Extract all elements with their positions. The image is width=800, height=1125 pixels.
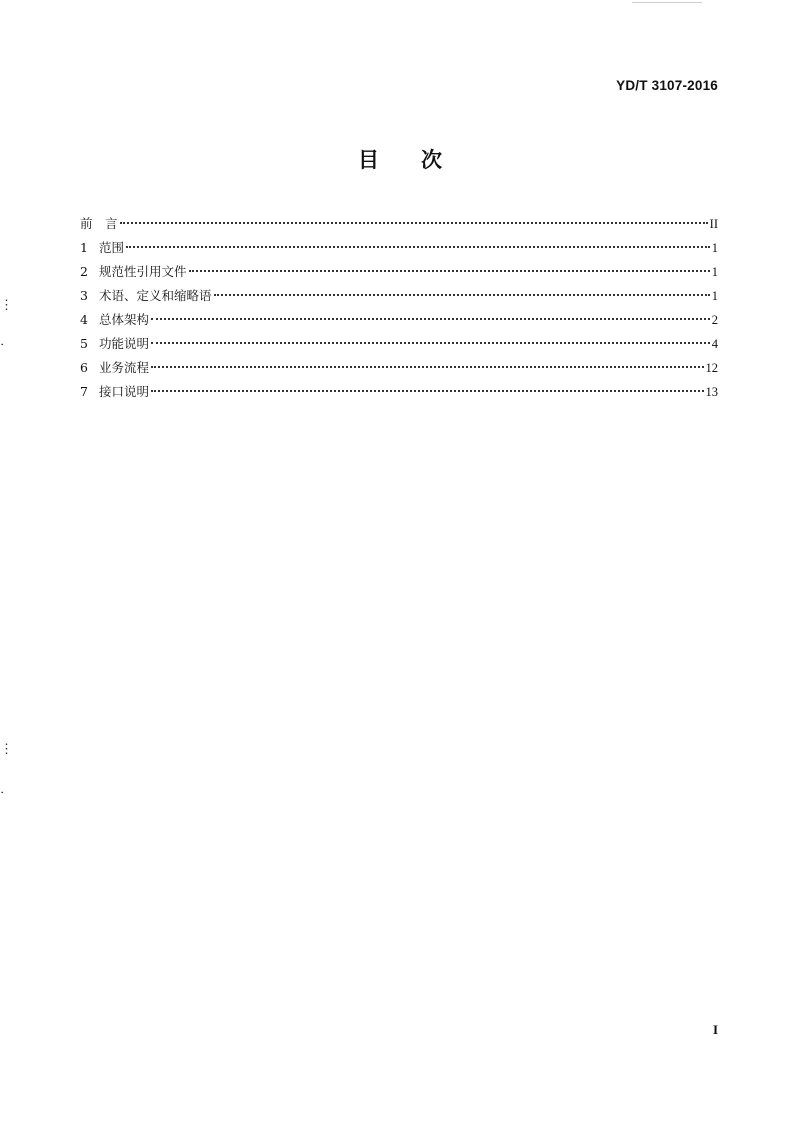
toc-entry-label: 范围	[99, 240, 125, 255]
toc-entry-label: 总体架构	[99, 312, 150, 327]
toc-entry-business-process[interactable]	[80, 356, 718, 380]
toc-leader-dots	[189, 270, 710, 272]
toc-entry-number: 7	[80, 384, 88, 399]
toc-leader-dots	[151, 318, 710, 320]
document-number: YD/T 3107-2016	[616, 78, 718, 93]
toc-entry-page: 2	[711, 313, 718, 327]
scan-margin-mark: ⋅	[0, 786, 5, 801]
scan-margin-mark: ⋅	[0, 338, 5, 353]
toc-entry-terms[interactable]	[80, 284, 718, 308]
toc-entry-scope[interactable]	[80, 236, 718, 260]
toc-entry-foreword[interactable]	[80, 212, 718, 236]
toc-entry-label: 规范性引用文件	[99, 264, 187, 279]
toc-leader-dots	[120, 222, 708, 224]
toc-leader-dots	[126, 246, 710, 248]
toc-entry-architecture[interactable]	[80, 308, 718, 332]
scan-margin-mark: ⋮	[0, 298, 13, 313]
toc-entry-normative-references[interactable]	[80, 260, 718, 284]
toc-title: 目次	[358, 148, 484, 172]
toc-entry-number: 3	[80, 288, 88, 303]
toc-entry-page: II	[709, 217, 718, 231]
toc-leader-dots	[151, 366, 703, 368]
toc-leader-dots	[151, 390, 703, 392]
toc-entry-number: 1	[80, 240, 88, 255]
page-number: I	[712, 1022, 718, 1037]
table-of-contents	[80, 212, 718, 404]
toc-leader-dots	[151, 342, 710, 344]
toc-entry-page: 13	[705, 385, 718, 399]
toc-entry-label: 接口说明	[99, 384, 150, 399]
scan-margin-mark: ⋮	[0, 742, 13, 757]
toc-entry-number: 5	[80, 336, 88, 351]
toc-entry-number: 6	[80, 360, 88, 375]
toc-entry-label: 功能说明	[99, 336, 150, 351]
toc-entry-number: 4	[80, 312, 88, 327]
toc-entry-label: 前 言	[80, 216, 118, 231]
toc-entry-page: 4	[711, 337, 718, 351]
toc-entry-interface[interactable]	[80, 380, 718, 404]
toc-leader-dots	[214, 294, 710, 296]
toc-entry-function[interactable]	[80, 332, 718, 356]
scan-stamp	[632, 0, 702, 3]
toc-entry-label: 业务流程	[99, 360, 150, 375]
toc-entry-page: 12	[705, 361, 718, 375]
toc-entry-page: 1	[711, 265, 718, 279]
toc-entry-page: 1	[711, 289, 718, 303]
toc-entry-label: 术语、定义和缩略语	[99, 288, 212, 303]
toc-entry-page: 1	[711, 241, 718, 255]
toc-entry-number: 2	[80, 264, 88, 279]
